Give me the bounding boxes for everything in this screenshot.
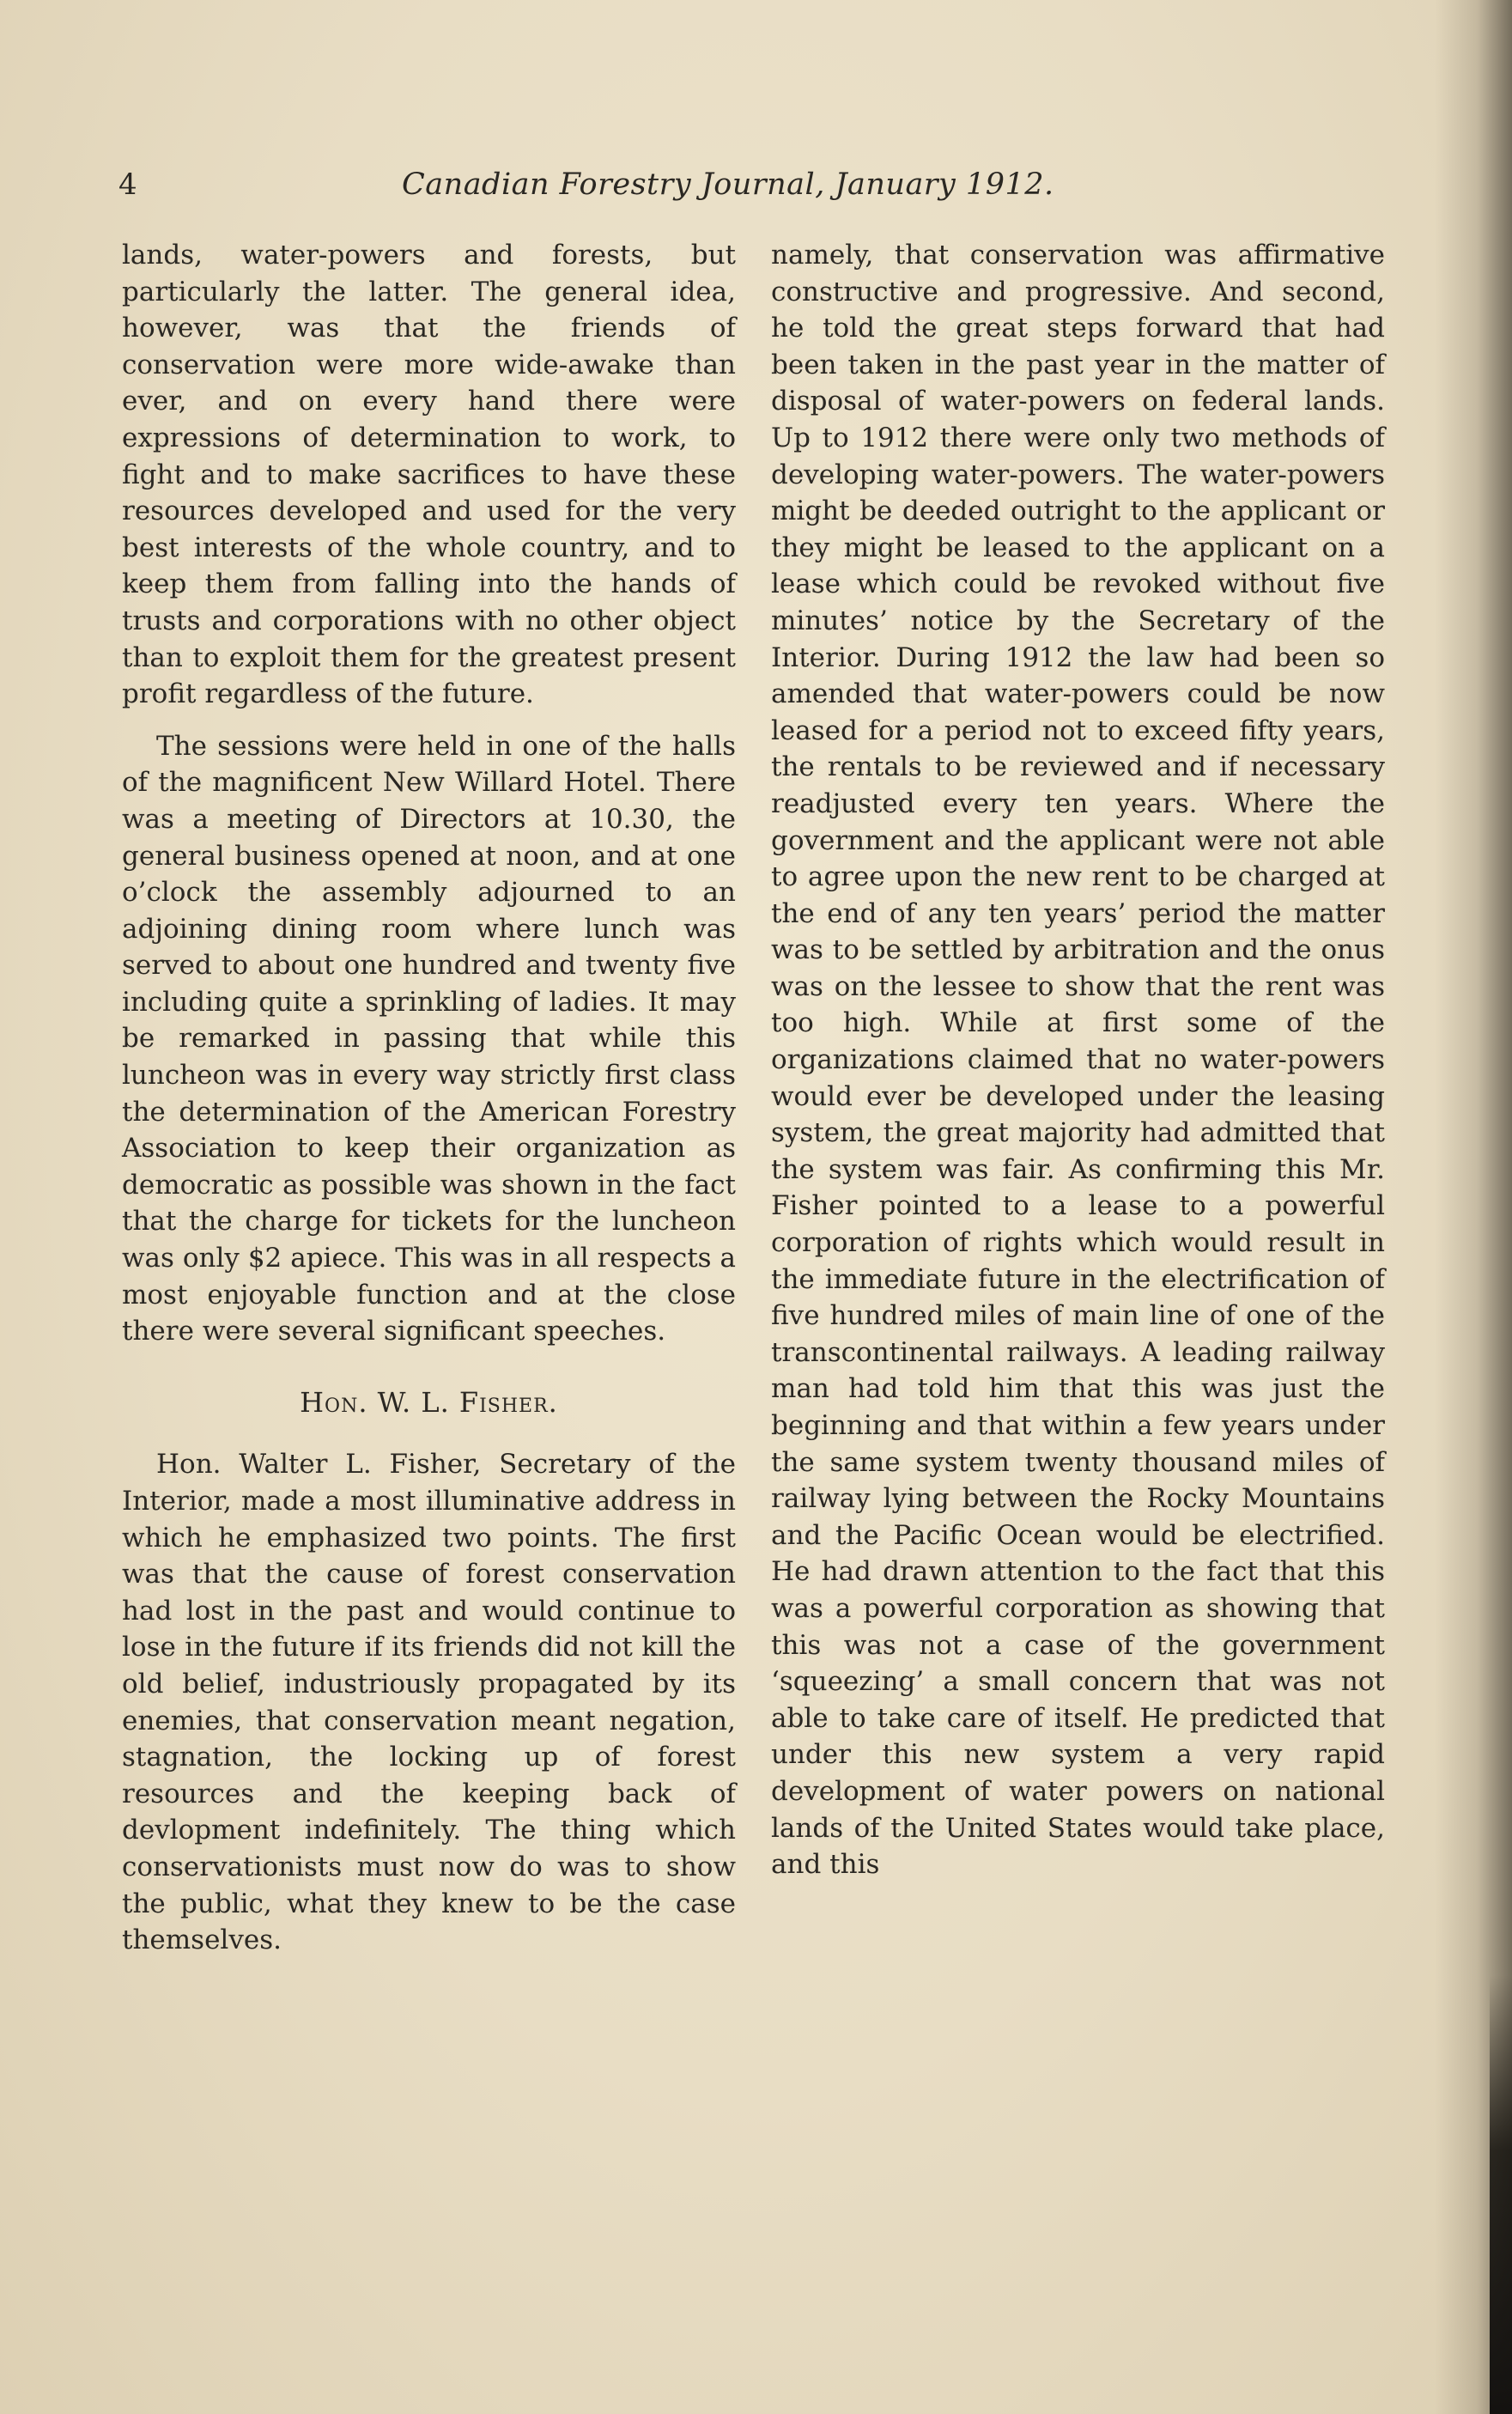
left-paragraph-2: The sessions were held in one of the halls of the magnificent New Willard Hotel. There was a meeting of Directors at 10.30, the general business opened at noon, and at one o’clock the assembly adjourned to an adjoining dining room where lunch was served to about one hundred and twenty five including quite a sprinkling of ladies. It may be remarked in passing that while this luncheon was in every way strictly first class the determination of the American Forestry Association to keep their organization as democratic as possible was shown in the fact that the charge for tickets for the luncheon was only $2 apiece. This was in all respects a most enjoyable function and at the close there were several significant speeches. xyxy=(122,730,736,1347)
page-header xyxy=(118,163,1389,206)
right-paragraph-1: namely, that conservation was affirmative constructive and progressive. And second, he told the great steps forward that had been taken in the past year in the matter of disposal of water-powers on federal lands. Up to 1912 there were only two methods of developing water-powers. The water-powers might be deeded outright to the applicant or they might be leased to the applicant on a lease which could be revoked without five minutes’ notice by the Secretary of the Interior. During 1912 the law had been so amended that water-powers could be now leased for a period not to exceed fifty years, the rentals to be reviewed and if necessary readjusted every ten years. Where the government and the applicant were not able to agree upon the new rent to be charged at the end of any ten years’ period the matter was to be settled by arbitration and the onus was on the lessee to show that the rent was too high. While at first some of the organizations claimed that no water-powers would ever be developed under the leasing system, the great majority had admitted that the system was fair. As confirming this Mr. Fisher pointed to a lease to a powerful corporation of rights which would result in the immediate future in the electrification of five hundred miles of main line of one of the transcontinental railways. A leading railway man had told him that this was just the beginning and that within a few years under the same system twenty thousand miles of railway lying between the Rocky Mountains and the Pacific Ocean would be electrified. He had drawn attention to the fact that this was a powerful corporation as showing that this was not a case of the government ‘squeezing’ a small concern that was not able to take care of itself. He predicted that under this new system a very rapid development of water powers on national lands of the United States would take place, and this xyxy=(771,240,1385,1881)
running-head: Canadian Forestry Journal, January 1912. xyxy=(402,167,1054,202)
left-paragraph-1: lands, water-powers and forests, but particularly the latter. The general idea, however, was that the friends of conservation were more wide-awake than ever, and on every hand there were expressions of determination to work, to fight and to make sacrifices to have these resources developed and used for the very best interests of the whole country, and to keep them from falling into the hands of trusts and corporations with no other object than to exploit them for the greatest present profit regardless of the future. xyxy=(122,240,736,710)
page-spine-edge xyxy=(1490,1975,1512,2414)
page-number: 4 xyxy=(118,167,137,202)
section-heading: Hon. W. L. Fisher. xyxy=(300,1385,558,1419)
left-column xyxy=(122,237,736,1959)
left-paragraph-3: Hon. Walter L. Fisher, Secretary of the Interior, made a most illuminative address in which he emphasized two points. The first was that the cause of forest conservation had lost in the past and would continue to lose in the future if its friends did not kill the old belief, industriously propagated by its enemies, that conservation meant negation, stagnation, the locking up of forest resources and the keeping back of devlopment indefinitely. The thing which conservationists must now do was to show the public, what they knew to be the case themselves. xyxy=(122,1449,736,1956)
right-column xyxy=(771,237,1385,1883)
